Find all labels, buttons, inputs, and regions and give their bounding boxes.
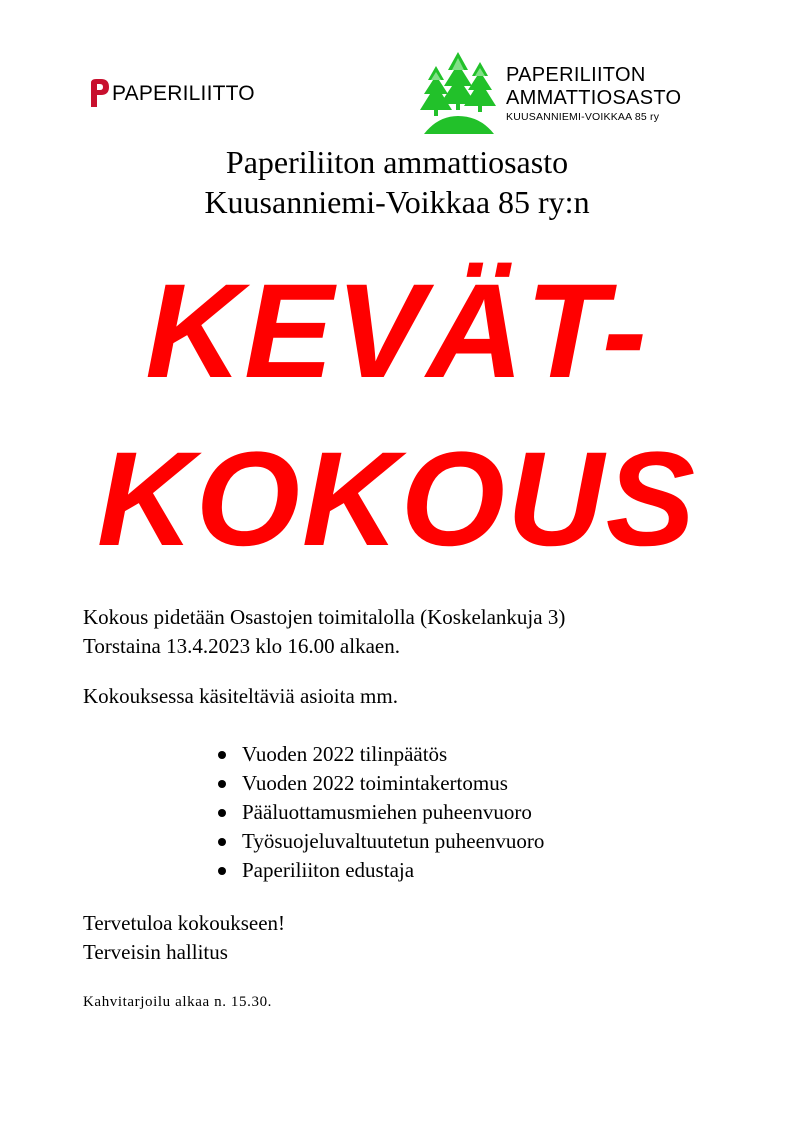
bullet-icon (218, 867, 226, 875)
agenda-item-label: Vuoden 2022 tilinpäätös (242, 742, 448, 766)
logo-line-branch: KUUSANNIEMI-VOIKKAA 85 ry (506, 111, 660, 123)
meeting-location: Kokous pidetään Osastojen toimitalolla (Koskelankuja 3) (83, 605, 566, 629)
welcome-text: Tervetuloa kokoukseen! (83, 911, 286, 935)
list-item (218, 856, 544, 885)
agenda-item-label: Paperiliiton edustaja (242, 858, 415, 882)
paperiliitto-logo (88, 78, 255, 108)
agenda-intro: Kokouksessa käsiteltäviä asioita mm. (83, 684, 398, 708)
list-item (218, 827, 544, 856)
bullet-icon (218, 751, 226, 759)
page-title (0, 142, 794, 222)
bullet-icon (218, 838, 226, 846)
meeting-info (83, 603, 565, 661)
coffee-note: Kahvitarjoilu alkaa n. 15.30. (83, 994, 273, 1010)
list-item (218, 740, 544, 769)
banner-line-1: KEVÄT- (145, 257, 649, 406)
logo-line-paperiliiton: PAPERILIITON (506, 64, 646, 86)
list-item (218, 769, 544, 798)
ammattiosasto-logo (418, 50, 708, 140)
paperiliitto-wordmark: PAPERILIITTO (112, 81, 255, 105)
regards-text: Terveisin hallitus (83, 940, 228, 964)
agenda-item-label: Vuoden 2022 toimintakertomus (242, 771, 508, 795)
bullet-icon (218, 780, 226, 788)
meeting-time: Torstaina 13.4.2023 klo 16.00 alkaen. (83, 634, 400, 658)
pine-trees-icon (418, 50, 498, 136)
paperiliitto-p-mark-icon (88, 78, 110, 108)
agenda-item-label: Työsuojeluvaltuutetun puheenvuoro (242, 829, 545, 853)
agenda-item-label: Pääluottamusmiehen puheenvuoro (242, 800, 532, 824)
closing (83, 909, 285, 967)
bullet-icon (218, 809, 226, 817)
banner-line-2: KOKOUS (96, 425, 698, 574)
title-line-1: Paperiliiton ammattiosasto (225, 144, 569, 180)
list-item (218, 798, 544, 827)
logo-line-ammattiosasto: AMMATTIOSASTO (506, 87, 682, 109)
agenda-list (218, 740, 544, 885)
title-line-2: Kuusanniemi-Voikkaa 85 ry:n (204, 184, 590, 220)
